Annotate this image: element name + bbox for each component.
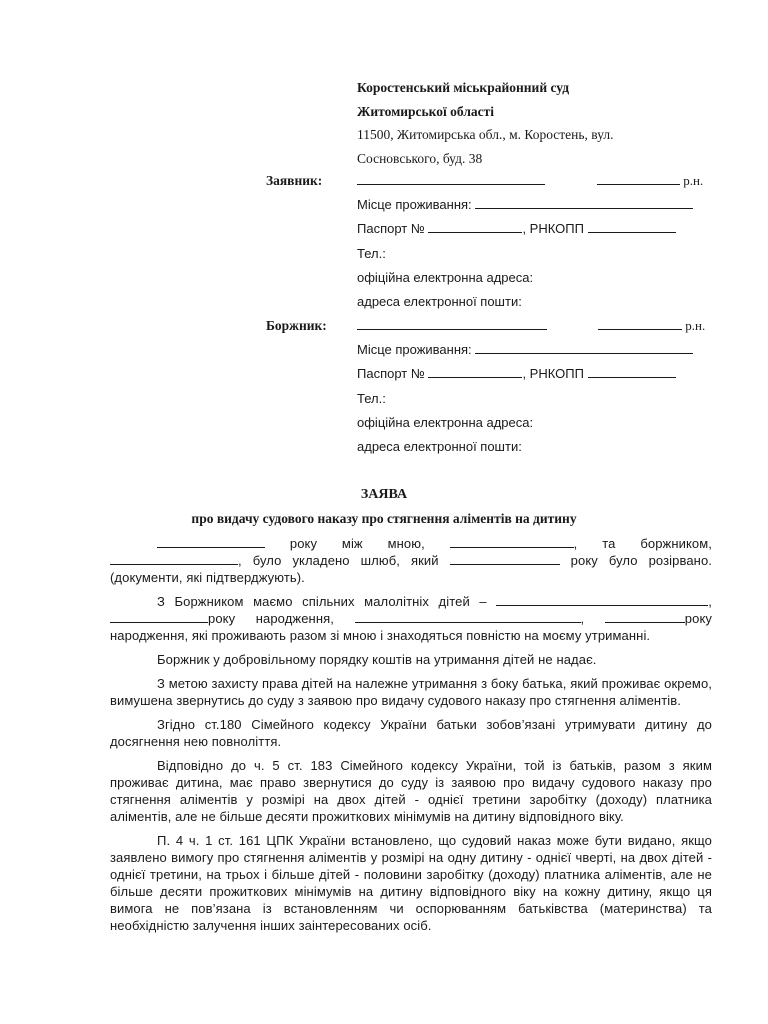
paragraph-article-183: Відповідно до ч. 5 ст. 183 Сімейного кодексу України, той із батьків, разом з яким проживає дитина, має право звернутися до суду із заявою про видачу судового наказу про стягнення аліментів у розмірі на двох дітей - однієї третини заробітку (доходу) платника аліментів, але не більше десяти прожиткових мінімумів на дитину відповідного віку. (110, 758, 712, 824)
paragraph-marriage-text-b: , та боржником, (573, 536, 712, 551)
court-address-line2: Сосновського, буд. 38 (357, 150, 483, 166)
applicant-email: адреса електронної пошти: (357, 293, 522, 309)
debtor-residence-label: Місце проживання: (357, 342, 472, 358)
debtor-official-email: офіційна електронна адреса: (357, 414, 534, 430)
applicant-block (357, 169, 717, 314)
debtor-residence-blank (475, 341, 693, 354)
debtor-passport-blank (428, 365, 522, 378)
applicant-phone: Тел.: (357, 245, 386, 261)
debtor-block (357, 314, 717, 459)
paragraph-marriage-text-c: , було укладено шлюб, який (238, 553, 439, 568)
applicant-residence-row (357, 193, 717, 217)
court-name: Коростенський міськрайонний суд (357, 80, 570, 95)
children-blank (496, 593, 708, 606)
debtor-passport-row (357, 362, 717, 386)
court-region: Житомирської області (357, 103, 495, 119)
applicant-official-email: офіційна електронна адреса: (357, 269, 534, 285)
paragraph-purpose: З метою захисту права дітей на належне утримання з боку батька, який проживає окремо, вимушена звернутись до суду з заявою про видачу судового наказу про стягнення аліментів. (110, 676, 712, 708)
debtor-name-row (357, 314, 717, 338)
paragraph-article-180: Згідно ст.180 Сімейного кодексу України батьки зобов’язані утримувати дитину до досягнення нею повноліття. (110, 717, 712, 749)
paragraph-article-161: П. 4 ч. 1 ст. 161 ЦПК України встановлено, що судовий наказ може бути видано, якщо заявлено вимогу про стягнення аліментів у розмірі на одну дитину - однієї чверті, на двох дітей - однієї третини, на трьох і більше дітей - половини заробітку (доходу) платника аліментів, але не більше десяти прожиткових мінімумів на дитину відповідного віку на кожну дитину, якщо ця вимога не пов’язана із встановленням чи оспорюванням батьківства (материнства) та необхідністю залучення інших заінтересованих осіб. (110, 833, 712, 933)
debtor-residence-row (357, 338, 717, 362)
court-header (357, 76, 717, 170)
document-body (110, 535, 712, 941)
paragraph-children: З Боржником маємо спільних малолітніх дітей – , року народження, , року народження, які проживають разом зі мною і знаходяться повністю на моєму утриманні. (110, 594, 712, 643)
child1-birth-blank (110, 610, 208, 623)
debtor-rnokpp-label: , РНКОПП (522, 366, 584, 382)
applicant-birth-suffix: р.н. (683, 173, 704, 188)
document-subtitle: про видачу судового наказу про стягнення аліментів на дитину (191, 511, 577, 526)
paragraph-children-text-a: З Боржником маємо спільних малолітніх дітей – (157, 594, 487, 609)
applicant-rnokpp-blank (588, 220, 676, 233)
paragraph-children-text-b: року народження, (208, 611, 334, 626)
document-title: ЗАЯВА (360, 487, 408, 502)
paragraph-marriage-text-d: року було розірвано. (документи, які підтверджують). (110, 553, 712, 585)
debtor-blank (110, 552, 238, 565)
debtor-rnokpp-blank (588, 365, 676, 378)
applicant-passport-row (357, 217, 717, 241)
paragraph-marriage-text-a: року між мною, (289, 536, 425, 551)
paragraph-no-support: Боржник у добровільному порядку коштів на утримання дітей не надає. (157, 652, 597, 667)
debtor-phone: Тел.: (357, 390, 386, 406)
applicant-name-row (357, 169, 717, 193)
debtor-birth-suffix: р.н. (685, 318, 706, 333)
paragraph-children-text-c: року народження, які проживають разом зі мною і знаходяться повністю на моєму утриманні. (110, 611, 712, 643)
child2-blank (355, 610, 581, 623)
applicant-passport-blank (428, 220, 522, 233)
divorce-date-blank (450, 552, 560, 565)
applicant-residence-blank (475, 196, 693, 209)
applicant-birth-blank (597, 172, 680, 185)
applicant-rnokpp-label: , РНКОПП (522, 221, 584, 237)
paragraph-marriage (110, 535, 712, 586)
debtor-name-blank (357, 317, 547, 330)
child2-birth-blank (605, 610, 685, 623)
debtor-label: Боржник: (266, 318, 327, 333)
debtor-email: адреса електронної пошти: (357, 438, 522, 454)
debtor-birth-blank (598, 317, 682, 330)
applicant-name-blank (357, 172, 545, 185)
court-address-line1: 11500, Житомирська обл., м. Коростень, вул. (357, 127, 614, 142)
applicant-blank (450, 535, 574, 548)
debtor-passport-label: Паспорт № (357, 366, 425, 382)
applicant-residence-label: Місце проживання: (357, 197, 472, 213)
applicant-passport-label: Паспорт № (357, 221, 425, 237)
marriage-date-blank (157, 535, 265, 548)
applicant-label: Заявник: (266, 173, 323, 188)
